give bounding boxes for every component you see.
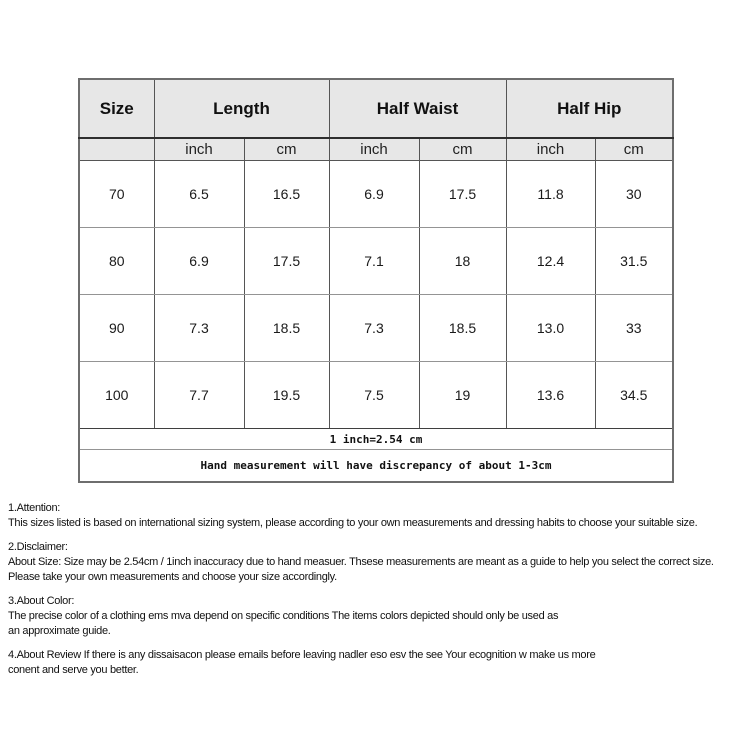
- unit-header-length-cm: cm: [244, 138, 329, 161]
- size-cell: 90: [79, 295, 154, 362]
- section-heading: 1.Attention:: [8, 502, 61, 514]
- size-cell: 100: [79, 362, 154, 429]
- measurement-cell: 6.9: [329, 161, 419, 228]
- measurement-cell: 33: [595, 295, 673, 362]
- size-cell: 70: [79, 161, 154, 228]
- size-cell: 80: [79, 228, 154, 295]
- measurement-cell: 17.5: [244, 228, 329, 295]
- unit-header-hip-cm: cm: [595, 138, 673, 161]
- measurement-cell: 12.4: [506, 228, 595, 295]
- measurement-cell: 6.9: [154, 228, 244, 295]
- measurement-cell: 7.3: [329, 295, 419, 362]
- section-body-line: The precise color of a clothing ems mva depend on specific conditions The items colors depicted should only be used as: [8, 610, 559, 622]
- measurement-cell: 30: [595, 161, 673, 228]
- measurement-cell: 17.5: [419, 161, 506, 228]
- column-header-size: Size: [79, 79, 154, 138]
- info-text-block: [8, 501, 748, 687]
- column-header-half-waist: Half Waist: [329, 79, 506, 138]
- unit-header-waist-inch: inch: [329, 138, 419, 161]
- measurement-cell: 19: [419, 362, 506, 429]
- measurement-cell: 6.5: [154, 161, 244, 228]
- measurement-cell: 13.6: [506, 362, 595, 429]
- table-row-size-80: [79, 228, 673, 295]
- section-body-line: an approximate guide.: [8, 625, 111, 637]
- column-header-length: Length: [154, 79, 329, 138]
- table-row-size-100: [79, 362, 673, 429]
- unit-header-length-inch: inch: [154, 138, 244, 161]
- section-heading: 3.About Color:: [8, 595, 75, 607]
- note-row-hand-measurement: [79, 450, 673, 483]
- measurement-cell: 11.8: [506, 161, 595, 228]
- note-hand-measurement: Hand measurement will have discrepancy of about 1-3cm: [79, 450, 673, 483]
- measurement-cell: 7.3: [154, 295, 244, 362]
- note-row-inch-conversion: [79, 429, 673, 450]
- unit-header-empty: [79, 138, 154, 161]
- section-about-review: [8, 648, 748, 678]
- measurement-cell: 13.0: [506, 295, 595, 362]
- measurement-cell: 7.1: [329, 228, 419, 295]
- measurement-cell: 18: [419, 228, 506, 295]
- section-body-line: 4.About Review If there is any dissaisacon please emails before leaving nadler eso esv the see Your ecognition w make us more: [8, 649, 596, 661]
- measurement-cell: 19.5: [244, 362, 329, 429]
- section-body-line: This sizes listed is based on international sizing system, please according to your own measurements and dressing habits to choose your suitable size.: [8, 517, 698, 529]
- measurement-cell: 7.7: [154, 362, 244, 429]
- section-heading: 2.Disclaimer:: [8, 541, 68, 553]
- section-body-line: Please take your own measurements and choose your size accordingly.: [8, 571, 337, 583]
- measurement-cell: 18.5: [244, 295, 329, 362]
- section-about-color: [8, 594, 748, 639]
- measurement-cell: 31.5: [595, 228, 673, 295]
- section-attention: [8, 501, 748, 531]
- section-body-line: conent and serve you better.: [8, 664, 139, 676]
- measurement-cell: 7.5: [329, 362, 419, 429]
- section-disclaimer: [8, 540, 748, 585]
- section-body-line: About Size: Size may be 2.54cm / 1inch inaccuracy due to hand measuer. Thsese measurements are meant as a guide to help you select the correct size.: [8, 556, 714, 568]
- measurement-cell: 18.5: [419, 295, 506, 362]
- note-inch-conversion: 1 inch=2.54 cm: [79, 429, 673, 450]
- unit-header-row: [79, 138, 673, 161]
- size-chart-table: [78, 78, 674, 483]
- unit-header-hip-inch: inch: [506, 138, 595, 161]
- table-row-size-70: [79, 161, 673, 228]
- unit-header-waist-cm: cm: [419, 138, 506, 161]
- header-row: [79, 79, 673, 138]
- measurement-cell: 34.5: [595, 362, 673, 429]
- table-row-size-90: [79, 295, 673, 362]
- column-header-half-hip: Half Hip: [506, 79, 673, 138]
- measurement-cell: 16.5: [244, 161, 329, 228]
